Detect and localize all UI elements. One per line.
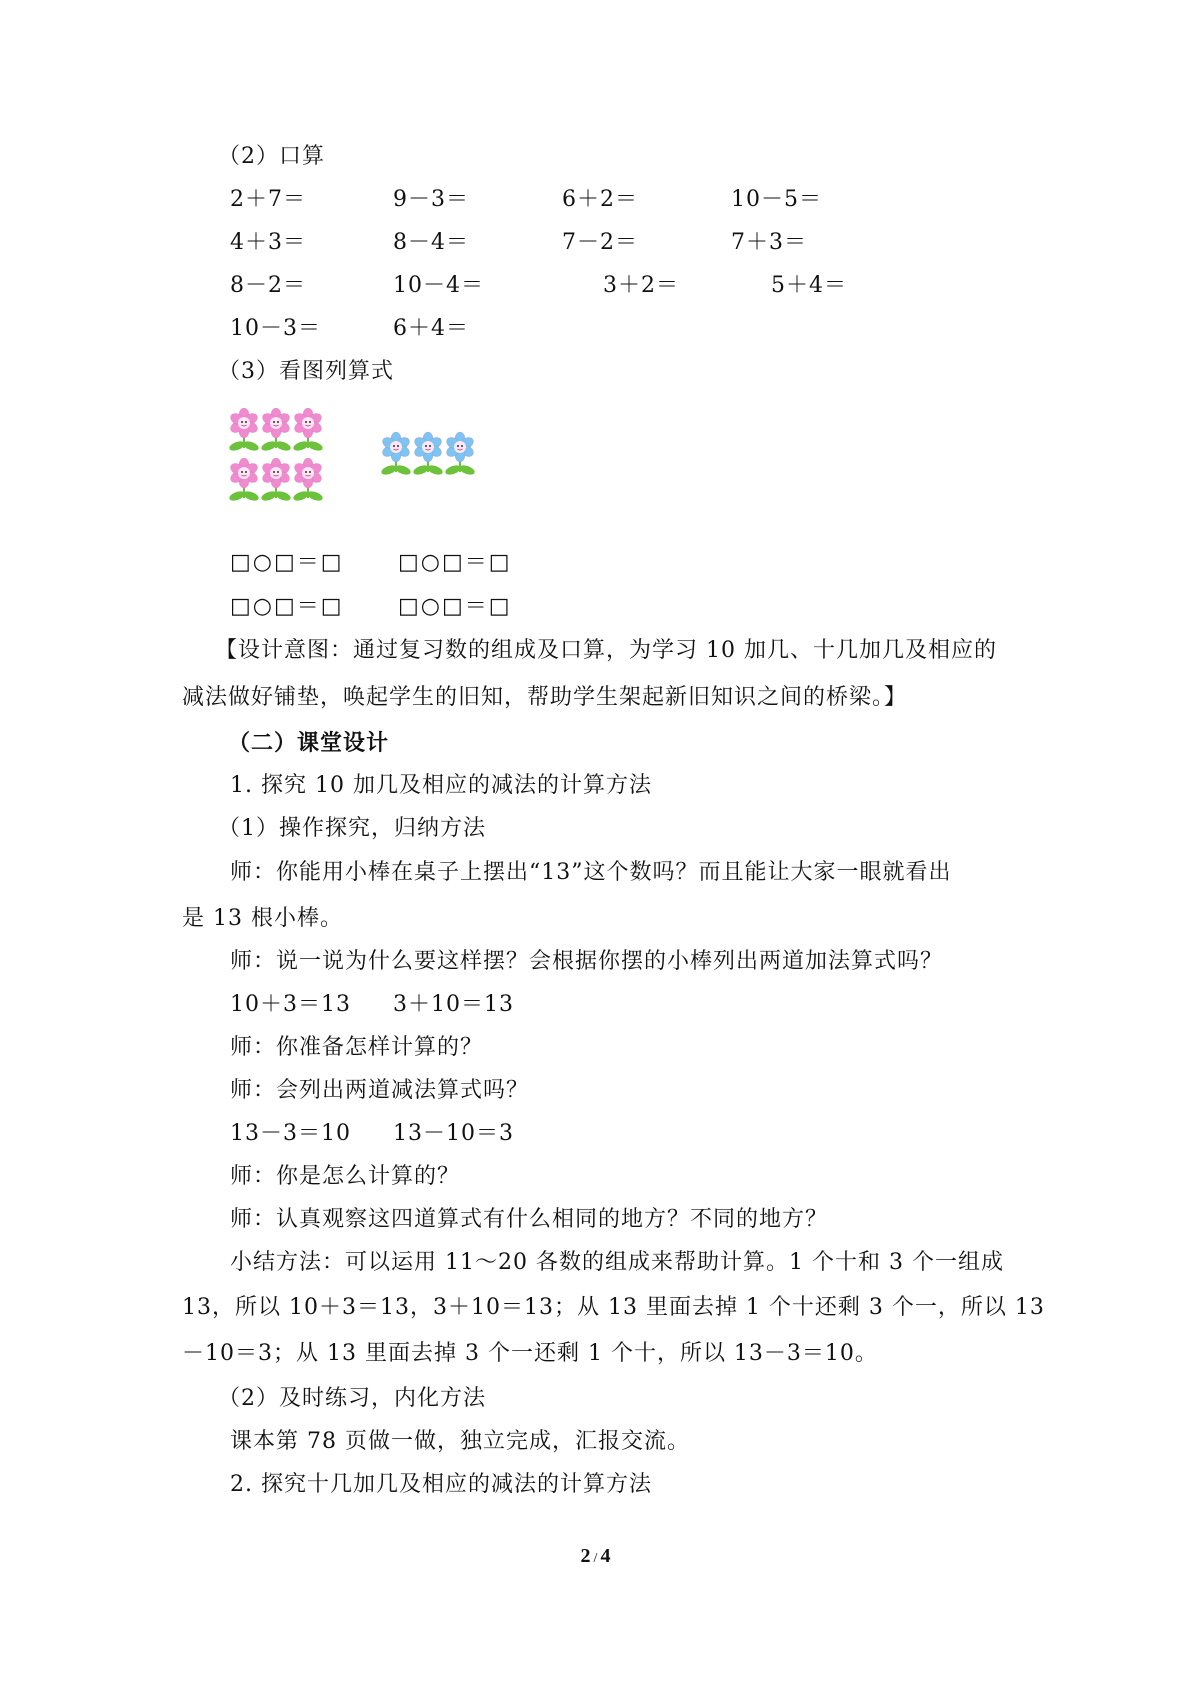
oral-calc-item: 7－2＝: [562, 230, 638, 255]
paragraph-line: 师：说一说为什么要这样摆？会根据你摆的小棒列出两道加法算式吗？: [230, 949, 944, 974]
page-separator: /: [593, 1551, 598, 1566]
design-intent-line: 减法做好铺垫，唤起学生的旧知，帮助学生架起新旧知识之间的桥梁。】: [182, 685, 908, 710]
paragraph-line: 师：你准备怎样计算的？: [230, 1035, 484, 1060]
blank-equation: □○□＝□: [230, 550, 344, 575]
oral-calc-item: 7＋3＝: [731, 230, 807, 255]
page-number: [0, 1545, 1191, 1568]
pink-flower-icon: [228, 408, 260, 454]
oral-calc-item: 3＋2＝: [603, 273, 679, 298]
pink-flower-icon: [228, 458, 260, 504]
pink-flower-icon: [260, 408, 292, 454]
item-title: 2. 探究十几加几及相应的减法的计算方法: [230, 1472, 652, 1497]
equation: 13－10＝3: [393, 1121, 514, 1146]
page-current: 2: [580, 1545, 591, 1567]
design-intent-line: 【设计意图：通过复习数的组成及口算，为学习 10 加几、十几加几及相应的: [215, 638, 997, 663]
blank-equation: □○□＝□: [398, 550, 512, 575]
oral-calc-item: 2＋7＝: [230, 187, 306, 212]
oral-calc-item: 6＋4＝: [393, 316, 469, 341]
sub-heading: （1）操作探究，归纳方法: [218, 816, 486, 841]
oral-calc-heading: （2）口算: [218, 144, 325, 169]
summary-line: －10＝3；从 13 里面去掉 3 个一还剩 1 个十，所以 13－3＝10。: [182, 1341, 878, 1366]
sub-heading: （2）及时练习，内化方法: [218, 1386, 486, 1411]
oral-calc-item: 10－4＝: [393, 273, 484, 298]
pink-flower-icon: [292, 408, 324, 454]
summary-line: 13，所以 10＋3＝13，3＋10＝13；从 13 里面去掉 1 个十还剩 3 个一，所以 13: [182, 1295, 1045, 1320]
blank-equation: □○□＝□: [398, 594, 512, 619]
oral-calc-item: 10－3＝: [230, 316, 321, 341]
oral-calc-item: 6＋2＝: [562, 187, 638, 212]
summary-line: 小结方法：可以运用 11～20 各数的组成来帮助计算。1 个十和 3 个一组成: [230, 1250, 1004, 1275]
oral-calc-item: 8－4＝: [393, 230, 469, 255]
oral-calc-item: 10－5＝: [731, 187, 822, 212]
picture-eq-heading: （3）看图列算式: [218, 359, 394, 384]
oral-calc-item: 5＋4＝: [771, 273, 847, 298]
paragraph-line: 课本第 78 页做一做，独立完成，汇报交流。: [230, 1429, 690, 1454]
blank-equation: □○□＝□: [230, 594, 344, 619]
oral-calc-item: 8－2＝: [230, 273, 306, 298]
blue-flower-icon: [412, 432, 444, 478]
pink-flower-icon: [260, 458, 292, 504]
paragraph-line: 师：会列出两道减法算式吗？: [230, 1078, 530, 1103]
oral-calc-item: 4＋3＝: [230, 230, 306, 255]
blue-flower-group: [380, 432, 490, 486]
equation: 10＋3＝13: [230, 992, 351, 1017]
equation: 13－3＝10: [230, 1121, 351, 1146]
paragraph-line: 师：你是怎么计算的？: [230, 1164, 461, 1189]
paragraph-line: 师：你能用小棒在桌子上摆出“13”这个数吗？而且能让大家一眼就看出: [230, 860, 952, 885]
oral-calc-item: 9－3＝: [393, 187, 469, 212]
paragraph-line: 是 13 根小棒。: [182, 906, 343, 931]
blue-flower-icon: [380, 432, 412, 478]
equation: 3＋10＝13: [393, 992, 514, 1017]
page-total: 4: [600, 1545, 611, 1567]
pink-flower-icon: [292, 458, 324, 504]
paragraph-line: 师：认真观察这四道算式有什么相同的地方？不同的地方？: [230, 1207, 829, 1232]
blue-flower-icon: [444, 432, 476, 478]
pink-flower-group: [228, 408, 338, 516]
section-heading: （二）课堂设计: [228, 730, 390, 756]
item-title: 1. 探究 10 加几及相应的减法的计算方法: [230, 773, 652, 798]
